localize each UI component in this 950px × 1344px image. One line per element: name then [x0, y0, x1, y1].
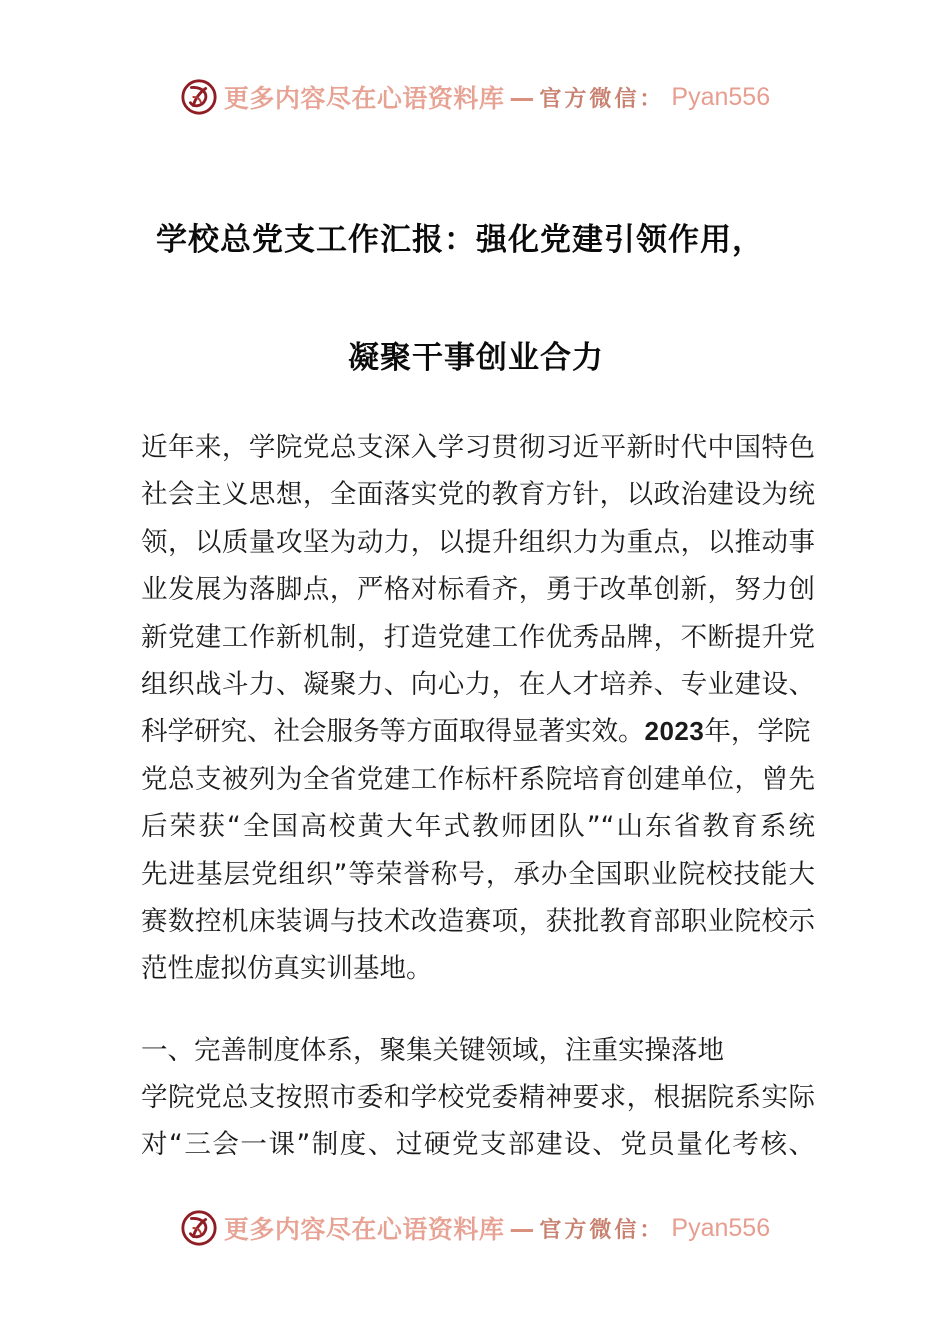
page-title [140, 181, 812, 417]
body-line-year-suffix: 年，学院 [704, 716, 811, 748]
body-line: 赛数控机床装调与技术改造赛项，获批教育部职业院校示 [141, 906, 815, 938]
section-block [141, 1027, 815, 1168]
body-line: 对“三会一课”制度、过硬党支部建设、党员量化考核、 [141, 1129, 815, 1160]
watermark-wechat-id: Pyan556 [671, 82, 771, 111]
brand-logo-icon [180, 1209, 218, 1247]
body-line: 学院党总支按照市委和学校党委精神要求，根据院系实际 [141, 1082, 815, 1113]
body-line: 先进基层党组织”等荣誉称号，承办全国职业院校技能大 [141, 858, 815, 890]
body-line: 党总支被列为全省党建工作标杆系院培育创建单位，曾先 [141, 763, 815, 795]
body-line-with-year [141, 708, 815, 755]
watermark-main-text: 更多内容尽在心语资料库 [223, 84, 505, 113]
body-line: 组织战斗力、凝聚力、向心力，在人才培养、专业建设、 [141, 669, 815, 701]
body-line: 近年来，学院党总支深入学习贯彻习近平新时代中国特色 [141, 432, 815, 463]
page-title-line-1: 学校总党支工作汇报：强化党建引领作用， [156, 221, 764, 258]
watermark-dash: — [509, 82, 535, 112]
watermark-dash: — [509, 1213, 535, 1243]
body-line: 领，以质量攻坚为动力，以提升组织力为重点，以推动事 [141, 526, 815, 558]
brand-logo-icon [180, 78, 218, 116]
body-line: 新党建工作新机制，打造党建工作优秀品牌，不断提升党 [141, 621, 815, 653]
section-heading: 一、完善制度体系，聚集关键领域，注重实操落地 [141, 1035, 724, 1066]
body-line-year-prefix: 科学研究、社会服务等方面取得显著实效。 [141, 716, 645, 748]
body-line: 业发展为落脚点，严格对标看齐，勇于改革创新，努力创 [141, 574, 815, 606]
watermark-main-text: 更多内容尽在心语资料库 [223, 1215, 505, 1244]
footer-watermark [0, 1209, 950, 1247]
watermark-wechat-label: 官方微信： [539, 85, 665, 112]
body-line: 后荣获“全国高校黄大年式教师团队”“山东省教育系统 [141, 811, 815, 843]
header-watermark [0, 78, 950, 116]
page-title-line-2: 凝聚干事创业合力 [348, 339, 604, 376]
watermark-wechat-id: Pyan556 [671, 1213, 771, 1242]
body-line: 范性虚拟仿真实训基地。 [141, 953, 433, 985]
body-paragraph [141, 424, 815, 993]
watermark-wechat-label: 官方微信： [539, 1216, 665, 1243]
body-line: 社会主义思想，全面落实党的教育方针，以政治建设为统 [141, 479, 815, 511]
year-value: 2023 [644, 716, 705, 747]
